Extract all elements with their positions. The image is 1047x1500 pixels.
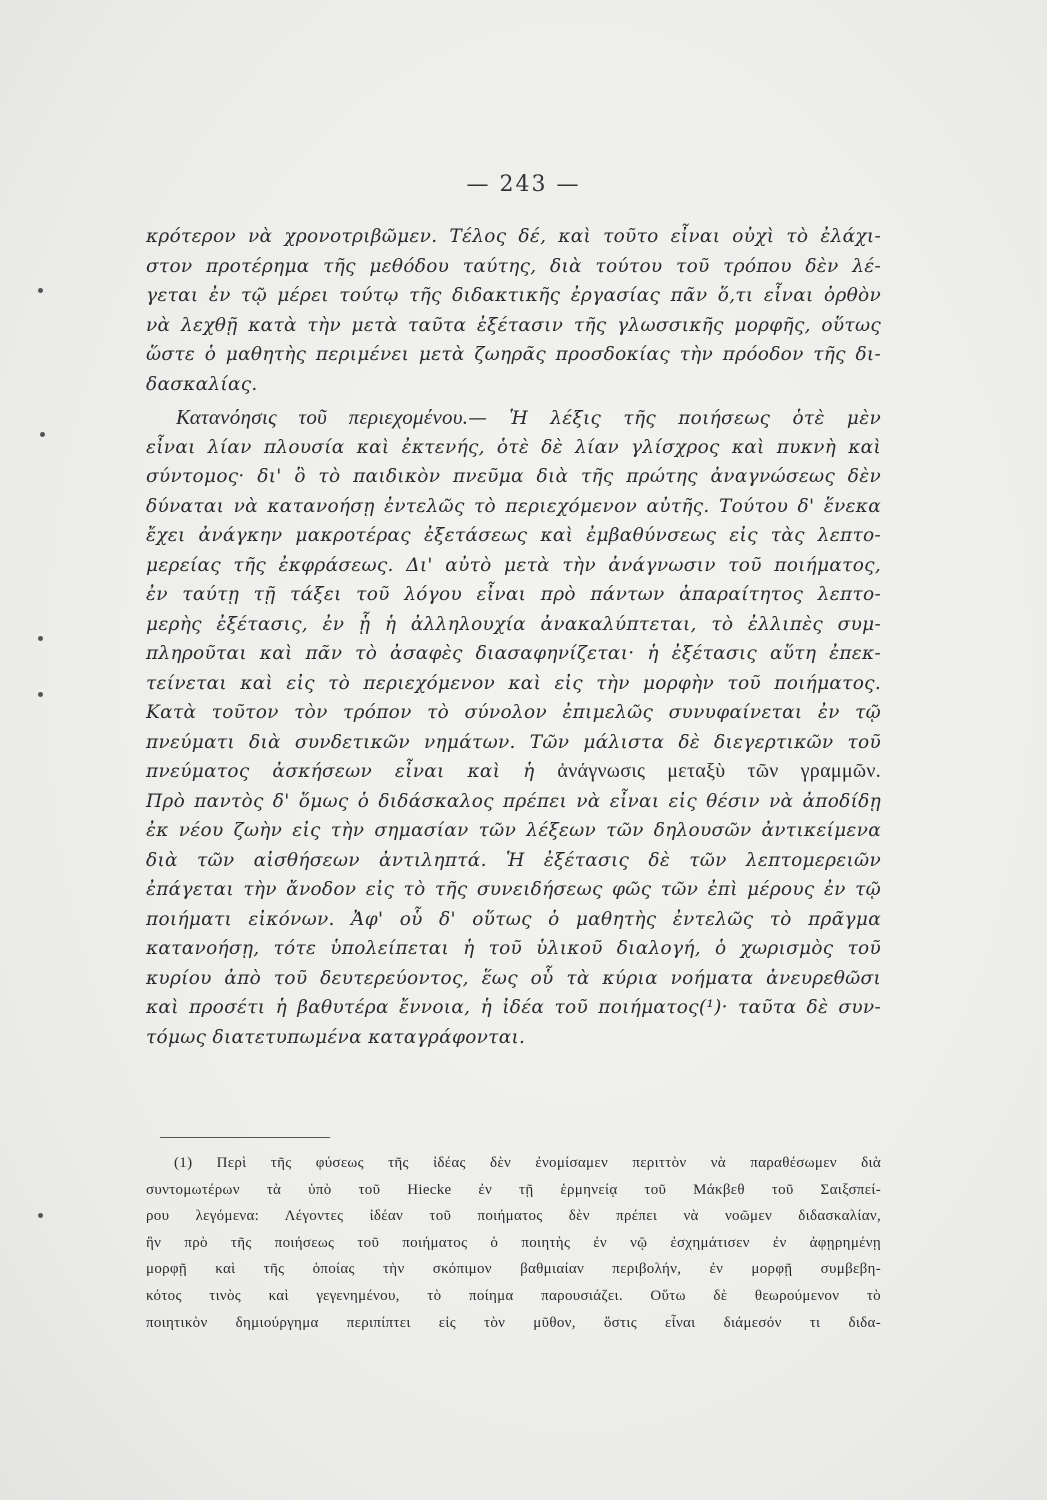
text-line: τείνεται καὶ εἰς τὸ περιεχόμενον καὶ εἰς τὴν μορφὴν τοῦ ποιήματος. — [146, 672, 881, 694]
section-heading-line — [146, 403, 881, 433]
text-line: νὰ λεχθῇ κατὰ τὴν μετὰ ταῦτα ἐξέτασιν τῆς γλωσσικῆς μορφῆς, οὕτως — [146, 314, 881, 336]
text-line: καὶ προσέτι ἡ βαθυτέρα ἔννοια, ἡ ἰδέα τοῦ ποιήματος(¹)· ταῦτα δὲ συν- — [146, 997, 881, 1018]
footnote — [146, 1150, 881, 1336]
text-line: μερὴς ἐξέτασις, ἐν ᾗ ἡ ἀλληλουχία ἀνακαλύπτεται, τὸ ἐλλιπὲς συμ- — [146, 613, 881, 635]
text-line: κυρίου ἀπὸ τοῦ δευτερεύοντος, ἕως οὗ τὰ κύρια νοήματα ἀνευρεθῶσι — [146, 967, 881, 989]
margin-speck — [40, 432, 45, 437]
text-line: ἐκ νέου ζωὴν εἰς τὴν σημασίαν τῶν λέξεων τῶν δηλουσῶν ἀντικείμενα — [146, 820, 881, 841]
footnote-line: κότος τινὸς καὶ γεγενημένου, τὸ ποίημα παρουσιάζει. Οὕτω δὲ θεωρούμενον τὸ — [146, 1287, 881, 1304]
footnote-rule — [160, 1137, 330, 1138]
text-line: σύντομος· δι' ὃ τὸ παιδικὸν πνεῦμα διὰ τῆς πρώτης ἀναγνώσεως δὲν — [146, 466, 881, 487]
text-line-with-emphasis — [146, 757, 881, 787]
section-heading: Κατανόησις τοῦ περιεχομένου. — [176, 405, 469, 429]
page-number: — 243 — — [466, 172, 581, 197]
text-line: Κατὰ τοῦτον τὸν τρόπον τὸ σύνολον ἐπιμελῶς συνυφαίνεται ἐν τῷ — [146, 702, 881, 723]
footnote-line: ρου λεγόμενα: Λέγοντες ἰδέαν τοῦ ποιήματος δὲν πρέπει νὰ νοῶμεν διδασκαλίαν, — [146, 1208, 881, 1225]
text-line: διὰ τῶν αἰσθήσεων ἀντιληπτά. Ἡ ἐξέτασις δὲ τῶν λεπτομερειῶν — [146, 849, 881, 871]
section-heading-rest: — Ἡ λέξις τῆς ποιήσεως ὁτὲ μὲν — [468, 408, 881, 429]
margin-speck — [38, 636, 43, 641]
margin-speck — [38, 692, 43, 697]
text-line: ὥστε ὁ μαθητὴς περιμένει μετὰ ζωηρᾶς προσδοκίας τὴν πρόοδον τῆς δι- — [146, 344, 881, 365]
text-line: δασκαλίας. — [146, 373, 258, 395]
margin-speck — [38, 1213, 43, 1218]
text-line: μερείας τῆς ἐκφράσεως. Δι' αὐτὸ μετὰ τὴν ἀνάγνωσιν τοῦ ποιήματος, — [146, 554, 881, 576]
body-text — [146, 222, 881, 1052]
text-line: ἔχει ἀνάγκην μακροτέρας ἐξετάσεως καὶ ἐμβαθύνσεως εἰς τὰς λεπτο- — [146, 525, 881, 546]
text-line: πληροῦται καὶ πᾶν τὸ ἀσαφὲς διασαφηνίζεται· ἡ ἐξέτασις αὕτη ἐπεκ- — [146, 643, 881, 664]
text-line: πνεύματι διὰ συνδετικῶν νημάτων. Τῶν μάλιστα δὲ διεγερτικῶν τοῦ — [146, 731, 881, 753]
footnote-line: συντομωτέρων τὰ ὑπὸ τοῦ Hiecke ἐν τῇ ἑρμηνείᾳ τοῦ Μάκβεθ τοῦ Σαιξσπεί- — [146, 1181, 881, 1198]
text-line: δύναται νὰ κατανοήσῃ ἐντελῶς τὸ περιεχόμενον αὐτῆς. Τούτου δ' ἕνεκα — [146, 495, 881, 517]
text-line: ἐπάγεται τὴν ἄνοδον εἰς τὸ τῆς συνειδήσεως φῶς τῶν ἐπὶ μέρους ἐν τῷ — [146, 879, 881, 900]
footnote-line: ποιητικὸν δημιούργημα περιπίπτει εἰς τὸν μῦθον, ὅστις εἶναι διάμεσόν τι διδα- — [146, 1314, 881, 1331]
footnote-line: ἣν πρὸ τῆς ποιήσεως τοῦ ποιήματος ὁ ποιητὴς ἐν νῷ ἐσχημάτισεν ἐν ἀφῃρημένῃ — [146, 1234, 881, 1251]
text-line: γεται ἐν τῷ μέρει τούτῳ τῆς διδακτικῆς ἐργασίας πᾶν ὅ,τι εἶναι ὀρθὸν — [146, 285, 881, 306]
margin-speck — [38, 288, 43, 293]
text-line: εἶναι λίαν πλουσία καὶ ἐκτενής, ὁτὲ δὲ λίαν γλίσχρος καὶ πυκνὴ καὶ — [146, 436, 881, 458]
text-line: ἐν ταύτῃ τῇ τάξει τοῦ λόγου εἶναι πρὸ πάντων ἀπαραίτητος λεπτο- — [146, 584, 881, 605]
emphasis-line-start: πνεύματος ἀσκήσεων εἶναι καὶ ἡ — [146, 761, 535, 782]
emphasis-phrase: ἀνάγνωσις μεταξὺ τῶν γραμμῶν. — [557, 760, 882, 782]
text-line: Πρὸ παντὸς δ' ὅμως ὁ διδάσκαλος πρέπει νὰ εἶναι εἰς θέσιν νὰ ἀποδίδῃ — [146, 790, 881, 812]
footnote-line: μορφῇ καὶ τῆς ὁποίας τὴν σκόπιμον βαθμιαίαν περιβολήν, ἐν μορφῇ συμβεβη- — [146, 1261, 881, 1278]
text-line: ποιήματι εἰκόνων. Ἀφ' οὗ δ' οὕτως ὁ μαθητὴς ἐντελῶς τὸ πρᾶγμα — [146, 908, 881, 930]
text-line: τόμως διατετυπωμένα καταγράφονται. — [146, 1026, 526, 1048]
text-line: στον προτέρημα τῆς μεθόδου ταύτης, διὰ τούτου τοῦ τρόπου δὲν λέ- — [146, 255, 881, 277]
text-line: κρότερον νὰ χρονοτριβῶμεν. Τέλος δέ, καὶ τοῦτο εἶναι οὐχὶ τὸ ἐλάχι- — [146, 226, 881, 247]
footnote-line: (1) Περὶ τῆς φύσεως τῆς ἰδέας δὲν ἐνομίσαμεν περιττὸν νὰ παραθέσωμεν διὰ — [174, 1155, 881, 1171]
text-line: κατανοήσῃ, τότε ὑπολείπεται ἡ τοῦ ὑλικοῦ διαλογή, ὁ χωρισμὸς τοῦ — [146, 938, 881, 959]
